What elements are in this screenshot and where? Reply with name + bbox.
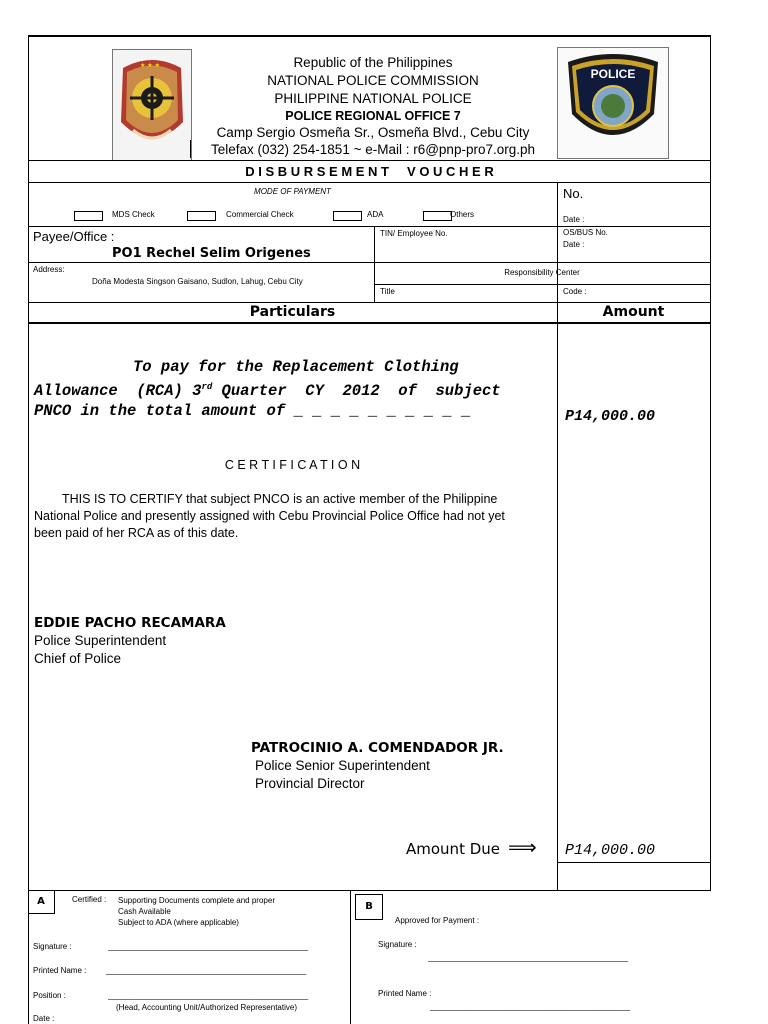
signatory-1-position: Chief of Police — [34, 651, 122, 666]
particulars-line-3: PNCO in the total amount of _ _ _ _ _ _ _ _ _ _ — [34, 402, 472, 421]
box-b-letter: B — [355, 894, 383, 920]
police-badge-logo — [557, 47, 669, 159]
box-a-printed-name-label: Printed Name : — [33, 966, 87, 975]
signatory-2-block — [251, 739, 504, 793]
certification-line-3: been paid of her RCA as of this date. — [34, 526, 239, 540]
signatory-1-name: EDDIE PACHO RECAMARA — [34, 615, 226, 631]
particulars-line-2-superscript: rd — [201, 382, 213, 392]
box-a-certified-label: Certified : — [72, 895, 107, 904]
signatory-2-position: Provincial Director — [255, 776, 365, 791]
address-bottom-rule — [28, 302, 711, 303]
certification-line-2: National Police and presently assigned with Cebu Provincial Police Office had not yet — [34, 509, 505, 523]
header-napolcom: NATIONAL POLICE COMMISSION — [267, 73, 479, 88]
box-a-right-border — [350, 891, 351, 1024]
title-label: Title — [380, 287, 395, 296]
address-value: Doña Modesta Singson Gaisano, Sudlon, Lahug, Cebu City — [92, 277, 303, 286]
particulars-header: Particulars — [249, 304, 336, 320]
box-a-letter: A — [28, 891, 55, 914]
responsibility-bottom-rule — [374, 284, 711, 285]
certification-title: C E R T I F I C A T I O N — [224, 458, 361, 472]
header-telefax: Telefax (032) 254-1851 ~ e-Mail : r6@pnp-pro7.org.ph — [210, 142, 535, 157]
signatory-1-block — [34, 614, 226, 668]
amount-column-divider — [557, 324, 558, 891]
box-b-printed-name-line[interactable]: _____________________________________________ — [430, 1002, 631, 1011]
svg-text:★ ★ ★: ★ ★ ★ — [140, 62, 160, 69]
checkbox-commercial-check[interactable] — [187, 211, 216, 221]
box-a-cert-3: Subject to ADA (where applicable) — [118, 918, 239, 927]
option-commercial-check: Commercial Check — [226, 210, 294, 219]
right-arrow-icon: ⟹ — [508, 835, 537, 859]
checkbox-mds-check[interactable] — [74, 211, 103, 221]
box-a-signature-line[interactable]: _____________________________________________ — [108, 942, 309, 951]
box-a-cert-1: Supporting Documents complete and proper — [118, 896, 275, 905]
voucher-title: D I S B U R S E M E N T V O U C H E R — [245, 164, 494, 179]
particulars-line-1: To pay for the Replacement Clothing — [133, 358, 459, 376]
signatory-1-rank: Police Superintendent — [34, 633, 167, 648]
mode-of-payment-label: MODE OF PAYMENT — [254, 187, 331, 196]
signatory-2-name: PATROCINIO A. COMENDADOR JR. — [251, 740, 504, 756]
body-bottom-rule — [28, 890, 711, 891]
pnp-seal-logo — [112, 49, 192, 161]
responsibility-center-label: Responsibility Center — [504, 268, 580, 277]
box-a-cert-list — [118, 895, 275, 928]
certification-line-1: THIS IS TO CERTIFY that subject PNCO is an active member of the Philippine — [62, 492, 498, 506]
osbus-date-label: Date : — [563, 240, 585, 249]
code-label: Code : — [563, 287, 587, 296]
particulars-line-2b: Quarter CY 2012 of subject — [212, 382, 501, 401]
payee-bottom-rule — [28, 262, 711, 263]
box-a-position-label: Position : — [33, 991, 66, 1000]
box-b-approved-label: Approved for Payment : — [395, 916, 480, 925]
frame-left-border — [28, 35, 29, 1024]
tin-label: TIN/ Employee No. — [380, 229, 448, 238]
header-regional-office: POLICE REGIONAL OFFICE 7 — [285, 109, 461, 123]
option-mds-check: MDS Check — [112, 210, 155, 219]
payee-label: Payee/Office : — [33, 229, 115, 244]
payee-tin-divider — [374, 226, 375, 302]
particulars-header-rule — [28, 322, 711, 324]
header-text-block — [190, 54, 556, 142]
payee-name: PO1 Rechel Selim Origenes — [112, 246, 311, 261]
checkbox-others[interactable] — [423, 211, 452, 221]
checkbox-ada[interactable] — [333, 211, 362, 221]
amount-due-label: Amount Due — [406, 840, 500, 858]
header-telefax-divider — [190, 140, 191, 158]
amount-header: Amount — [602, 304, 665, 320]
box-b-printed-name-label: Printed Name : — [378, 989, 432, 998]
amount-due-rule — [557, 862, 711, 863]
box-a-printed-name-line[interactable]: _____________________________________________ — [106, 966, 307, 975]
box-b-signature-label: Signature : — [378, 940, 417, 949]
osbus-label: OS/BUS No. — [563, 228, 608, 237]
certification-body — [34, 491, 554, 542]
header-address: Camp Sergio Osmeña Sr., Osmeña Blvd., Cebu City — [216, 125, 530, 140]
title-bottom-rule — [28, 182, 711, 183]
box-a-date-label: Date : — [33, 1014, 55, 1023]
option-others: Others — [450, 210, 475, 219]
voucher-no-label: No. — [563, 186, 584, 201]
box-a-cert-2: Cash Available — [118, 907, 171, 916]
frame-top-border — [28, 35, 711, 37]
mode-bottom-rule — [28, 226, 711, 227]
signatory-2-rank: Police Senior Superintendent — [255, 758, 430, 773]
badge-police-word: POLICE — [590, 67, 636, 81]
voucher-date-label: Date : — [563, 215, 585, 224]
header-bottom-rule — [28, 160, 711, 161]
particulars-amount: P14,000.00 — [565, 408, 656, 425]
address-label: Address: — [33, 265, 65, 274]
header-republic: Republic of the Philippines — [293, 55, 453, 70]
box-a-position-line[interactable]: _____________________________________________ — [108, 991, 309, 1000]
particulars-text — [34, 357, 552, 421]
particulars-line-2a: Allowance (RCA) 3 — [34, 382, 202, 401]
header-pnp: PHILIPPINE NATIONAL POLICE — [274, 91, 472, 106]
option-ada: ADA — [367, 210, 384, 219]
box-a-signature-label: Signature : — [33, 942, 72, 951]
box-b-signature-line[interactable]: _____________________________________________ — [428, 953, 629, 962]
amount-due-value: P14,000.00 — [565, 842, 656, 859]
box-a-position-note: (Head, Accounting Unit/Authorized Representative) — [116, 1003, 297, 1012]
